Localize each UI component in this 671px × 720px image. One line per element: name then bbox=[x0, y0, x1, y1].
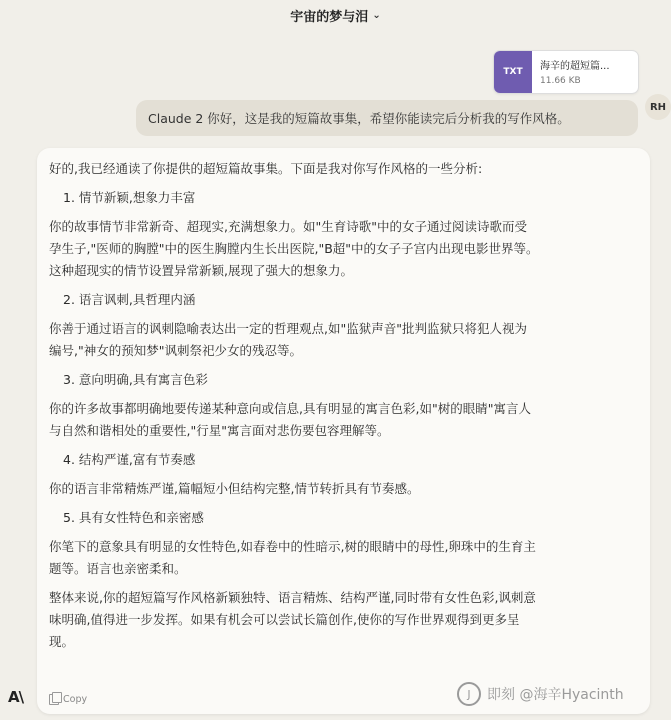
anthropic-logo: A\ bbox=[8, 688, 24, 706]
reply-line: 编号,"神女的预知梦"讽刺祭祀少女的残忍等。 bbox=[49, 343, 302, 358]
jike-logo-icon: J bbox=[457, 682, 481, 706]
file-size: 11.66 KB bbox=[540, 76, 581, 86]
copy-label: Copy bbox=[63, 694, 88, 705]
reply-intro: 好的,我已经通读了你提供的超短篇故事集。下面是我对你写作风格的一些分析: bbox=[49, 161, 483, 176]
file-type-badge: TXT bbox=[494, 51, 532, 93]
copy-button[interactable] bbox=[49, 694, 87, 705]
copy-icon bbox=[49, 694, 59, 705]
reply-conclusion-line: 味明确,值得进一步发挥。如果有机会可以尝试长篇创作,使你的写作世界观得到更多呈 bbox=[49, 612, 520, 627]
reply-line: 题等。语言也亲密柔和。 bbox=[49, 561, 187, 576]
chevron-down-icon: ⌄ bbox=[372, 9, 381, 21]
top-bar bbox=[0, 0, 671, 30]
section-heading: 4. 结构严谨,富有节奏感 bbox=[63, 452, 196, 467]
reply-conclusion-line: 整体来说,你的超短篇写作风格新颖独特、语言精炼、结构严谨,同时带有女性色彩,讽刺意 bbox=[49, 590, 536, 605]
reply-line: 你笔下的意象具有明显的女性特色,如春卷中的性暗示,树的眼睛中的母性,卵珠中的生育主 bbox=[49, 539, 536, 554]
reply-line: 你的许多故事都明确地要传递某种意向或信息,具有明显的寓言色彩,如"树的眼睛"寓言人 bbox=[49, 401, 531, 416]
reply-line: 你的故事情节非常新奇、超现实,充满想象力。如"生育诗歌"中的女子通过阅读诗歌而受 bbox=[49, 219, 527, 234]
user-message bbox=[136, 100, 638, 136]
reply-line: 与自然和谐相处的重要性,"行星"寓言面对悲伤要包容理解等。 bbox=[49, 423, 390, 438]
section-heading: 5. 具有女性特色和亲密感 bbox=[63, 510, 204, 525]
assistant-reply bbox=[37, 148, 650, 714]
reply-line: 你的语言非常精炼严谨,篇幅短小但结构完整,情节转折具有节奏感。 bbox=[49, 481, 420, 496]
reply-line: 孕生子,"医师的胸膛"中的医生胸膛内生长出医院,"B超"中的女子子宫内出现电影世界等。 bbox=[49, 241, 539, 256]
section-heading: 1. 情节新颖,想象力丰富 bbox=[63, 190, 196, 205]
watermark-text: 即刻 @海辛Hyacinth bbox=[487, 687, 624, 703]
conversation-title: 宇宙的梦与泪 bbox=[290, 9, 369, 25]
reply-conclusion-line: 现。 bbox=[49, 634, 75, 649]
section-heading: 2. 语言讽刺,具哲理内涵 bbox=[63, 292, 196, 307]
reply-line: 这种超现实的情节设置异常新颖,展现了强大的想象力。 bbox=[49, 263, 353, 278]
file-attachment-card[interactable] bbox=[493, 50, 639, 94]
file-name: 海辛的超短篇... bbox=[540, 61, 610, 72]
watermark bbox=[457, 682, 624, 706]
user-message-text: Claude 2 你好，这是我的短篇故事集，希望你能读完后分析我的写作风格。 bbox=[148, 111, 570, 126]
avatar[interactable]: RH bbox=[645, 94, 671, 120]
reply-line: 你善于通过语言的讽刺隐喻表达出一定的哲理观点,如"监狱声音"批判监狱只将犯人视为 bbox=[49, 321, 527, 336]
section-heading: 3. 意向明确,具有寓言色彩 bbox=[63, 372, 208, 387]
conversation-title-dropdown[interactable] bbox=[290, 6, 380, 25]
